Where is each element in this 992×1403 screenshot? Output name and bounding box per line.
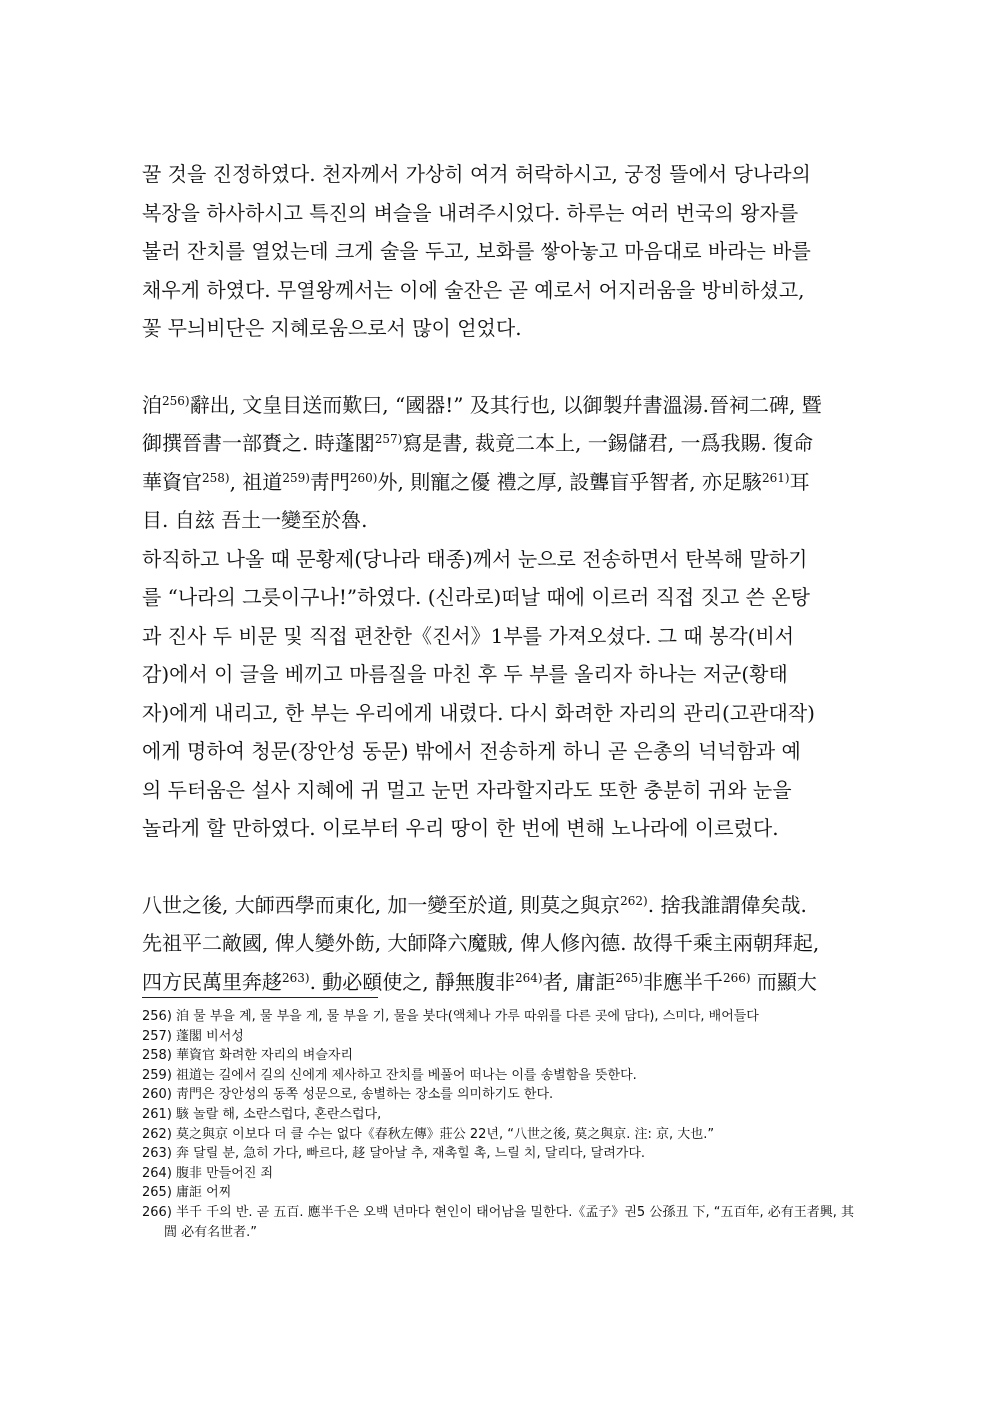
text-line: 의 두터움은 설사 지혜에 귀 멀고 눈먼 자라할지라도 또한 충분히 귀와 눈을 [142, 777, 792, 802]
footnote-ref[interactable]: 263) [282, 970, 310, 985]
text-line: 華資官$^{258)}$, 祖道$^{259)}$靑門$^{260)}$外, 則寵之優 禮之厚, 設聾盲乎智者, 亦足駭$^{261)}$耳 [142, 469, 810, 494]
footnote [142, 1066, 857, 1086]
footnote-text: 華資官 화려한 자리의 벼슬자리 [176, 1048, 354, 1064]
footnote-ref[interactable]: 266) [722, 970, 751, 985]
footnote-text: 腹非 만들어진 죄 [176, 1165, 274, 1181]
footnote-text: 奔 달릴 분, 急히 가다, 빠르다, 趍 달아날 추, 재촉힐 촉, 느릴 치, 달리다, 달려가다. [176, 1146, 646, 1162]
footnote-number: 264) [142, 1165, 172, 1181]
footnote [142, 1007, 857, 1027]
text-line: 과 진사 두 비문 및 직접 편찬한《진서》1부를 가져오셨다. 그 때 봉각(비서 [142, 623, 795, 648]
text-line: 놀라게 할 만하였다. 이로부터 우리 땅이 한 번에 변해 노나라에 이르렀다. [142, 816, 779, 840]
footnote-ref[interactable]: 257) [374, 432, 403, 446]
footnote-ref[interactable]: 264) [515, 970, 543, 985]
text-line: 八世之後, 大師西學而東化, 加一變至於道, 則莫之與京$^{262)}$. 捨我誰謂偉矣哉. [142, 892, 807, 917]
footnote-ref[interactable]: 261) [762, 470, 790, 485]
footnote-number: 266) [142, 1204, 172, 1220]
footnote-number: 256) [142, 1009, 172, 1024]
footnote [142, 1144, 857, 1164]
hanja-paragraph-1 [142, 386, 854, 540]
text-line: 하직하고 나올 때 문황제(당나라 태종)께서 눈으로 전송하면서 탄복해 말하기 [142, 546, 808, 571]
footnote-ref[interactable]: 265) [615, 970, 643, 985]
footnote-number: 265) [142, 1185, 172, 1201]
main-text [142, 155, 854, 1001]
footnote [142, 1125, 857, 1145]
text-line: 洎$^{256)}$辭出, 文皇目送而歎曰, “國器!” 及其行也, 以御製幷書溫湯.晉祠二碑, 暨 [142, 392, 822, 417]
text-line: 四方民萬里奔趍$^{263)}$. 動必頤使之, 靜無腹非$^{264)}$者, 庸詎$^{265)}$非應半千$^{266)}$ 而顯大 [142, 969, 817, 994]
footnote-text: 靑門은 장안성의 동쪽 성문으로, 송별하는 장소를 의미하기도 한다. [176, 1087, 554, 1103]
footnote-text: 莫之與京 이보다 더 클 수는 없다《春秋左傳》莊公 22년, “八世之後, 莫之與京. 注: 京, 大也.” [176, 1126, 715, 1142]
footnote [142, 1085, 857, 1105]
footnote [142, 1183, 857, 1203]
text-line: 꽃 무늬비단은 지혜로움으로서 많이 얻었다. [142, 316, 522, 340]
footnote-number: 262) [142, 1126, 172, 1142]
text-line: 에게 명하여 청문(장안성 동문) 밖에서 전송하게 하니 곧 은총의 넉넉함과 예 [142, 739, 801, 763]
footnote-text: 洎 물 부을 계, 물 부을 게, 물 부을 기, 물을 붓다(액체나 가루 따위를 다른 곳에 담다), 스미다, 배어들다 [176, 1009, 759, 1024]
footnote-separator [142, 997, 378, 998]
text-line: 꿀 것을 진정하였다. 천자께서 가상히 여겨 허락하시고, 궁정 뜰에서 당나라의 [142, 162, 811, 186]
footnote [142, 1164, 857, 1184]
footnote-number: 261) [142, 1106, 172, 1122]
footnote-number: 258) [142, 1048, 172, 1064]
text-line: 불러 잔치를 열었는데 크게 술을 두고, 보화를 쌓아놓고 마음대로 바라는 바를 [142, 239, 811, 263]
footnote-ref[interactable]: 262) [620, 893, 648, 908]
hanja-paragraph-2 [142, 886, 854, 1002]
text-line: 감)에서 이 글을 베끼고 마름질을 마친 후 두 부를 올리자 하나는 저군(황태 [142, 662, 788, 686]
footnote [142, 1203, 857, 1242]
text-line: 복장을 하사하시고 특진의 벼슬을 내려주시었다. 하루는 여러 번국의 왕자를 [142, 200, 799, 225]
footnote-text: 庸詎 어찌 [176, 1185, 232, 1201]
korean-paragraph-2 [142, 540, 854, 848]
korean-paragraph-1 [142, 155, 854, 348]
footnote-ref[interactable]: 260) [349, 470, 378, 485]
footnote [142, 1105, 857, 1125]
text-line: 御撰晉書一部賚之. 時蓬閣$^{257)}$寫是書, 裁竟二本上, 一錫儲君, 一爲我賜. 復命 [142, 431, 814, 455]
footnote-number: 259) [142, 1067, 172, 1083]
footnote-text: 祖道는 길에서 길의 신에게 제사하고 잔치를 베풀어 떠나는 이를 송별함을 뜻한다. [176, 1067, 637, 1083]
footnote [142, 1046, 857, 1066]
text-line: 채우게 하였다. 무열왕께서는 이에 술잔은 곧 예로서 어지러움을 방비하셨고, [142, 277, 805, 302]
text-line: 先祖平二敵國, 俾人變外飭, 大師降六魔賊, 俾人修內德. 故得千乘主兩朝拜起, [142, 931, 820, 955]
footnote-number: 257) [142, 1028, 172, 1044]
footnote-ref[interactable]: 256) [162, 393, 190, 408]
text-line: 를 “나라의 그릇이구나!”하였다. (신라로)떠날 때에 이르러 직접 짓고 쓴 온탕 [142, 585, 810, 609]
footnote-ref[interactable]: 259) [282, 470, 310, 485]
footnote-text: 半千 千의 반. 곧 五百. 應半千은 오백 년마다 현인이 태어남을 밀한다.《孟子》권5 公孫丑 下, “五百年, 必有王者興, 其閭 必有名世者.” [164, 1204, 854, 1240]
footnote-ref[interactable]: 258) [202, 470, 230, 485]
text-line: 자)에게 내리고, 한 부는 우리에게 내렸다. 다시 화려한 자리의 관리(고관대작) [142, 700, 815, 725]
footnote-number: 263) [142, 1146, 172, 1162]
footnotes [142, 1007, 857, 1242]
footnote-number: 260) [142, 1087, 172, 1103]
footnote-text: 駭 놀랄 해, 소란스럽다, 혼란스럽다, [176, 1106, 382, 1122]
footnote [142, 1027, 857, 1047]
footnote-text: 蓬閣 비서성 [176, 1028, 244, 1044]
text-line: 目. 自玆 吾土一變至於魯. [142, 508, 368, 532]
